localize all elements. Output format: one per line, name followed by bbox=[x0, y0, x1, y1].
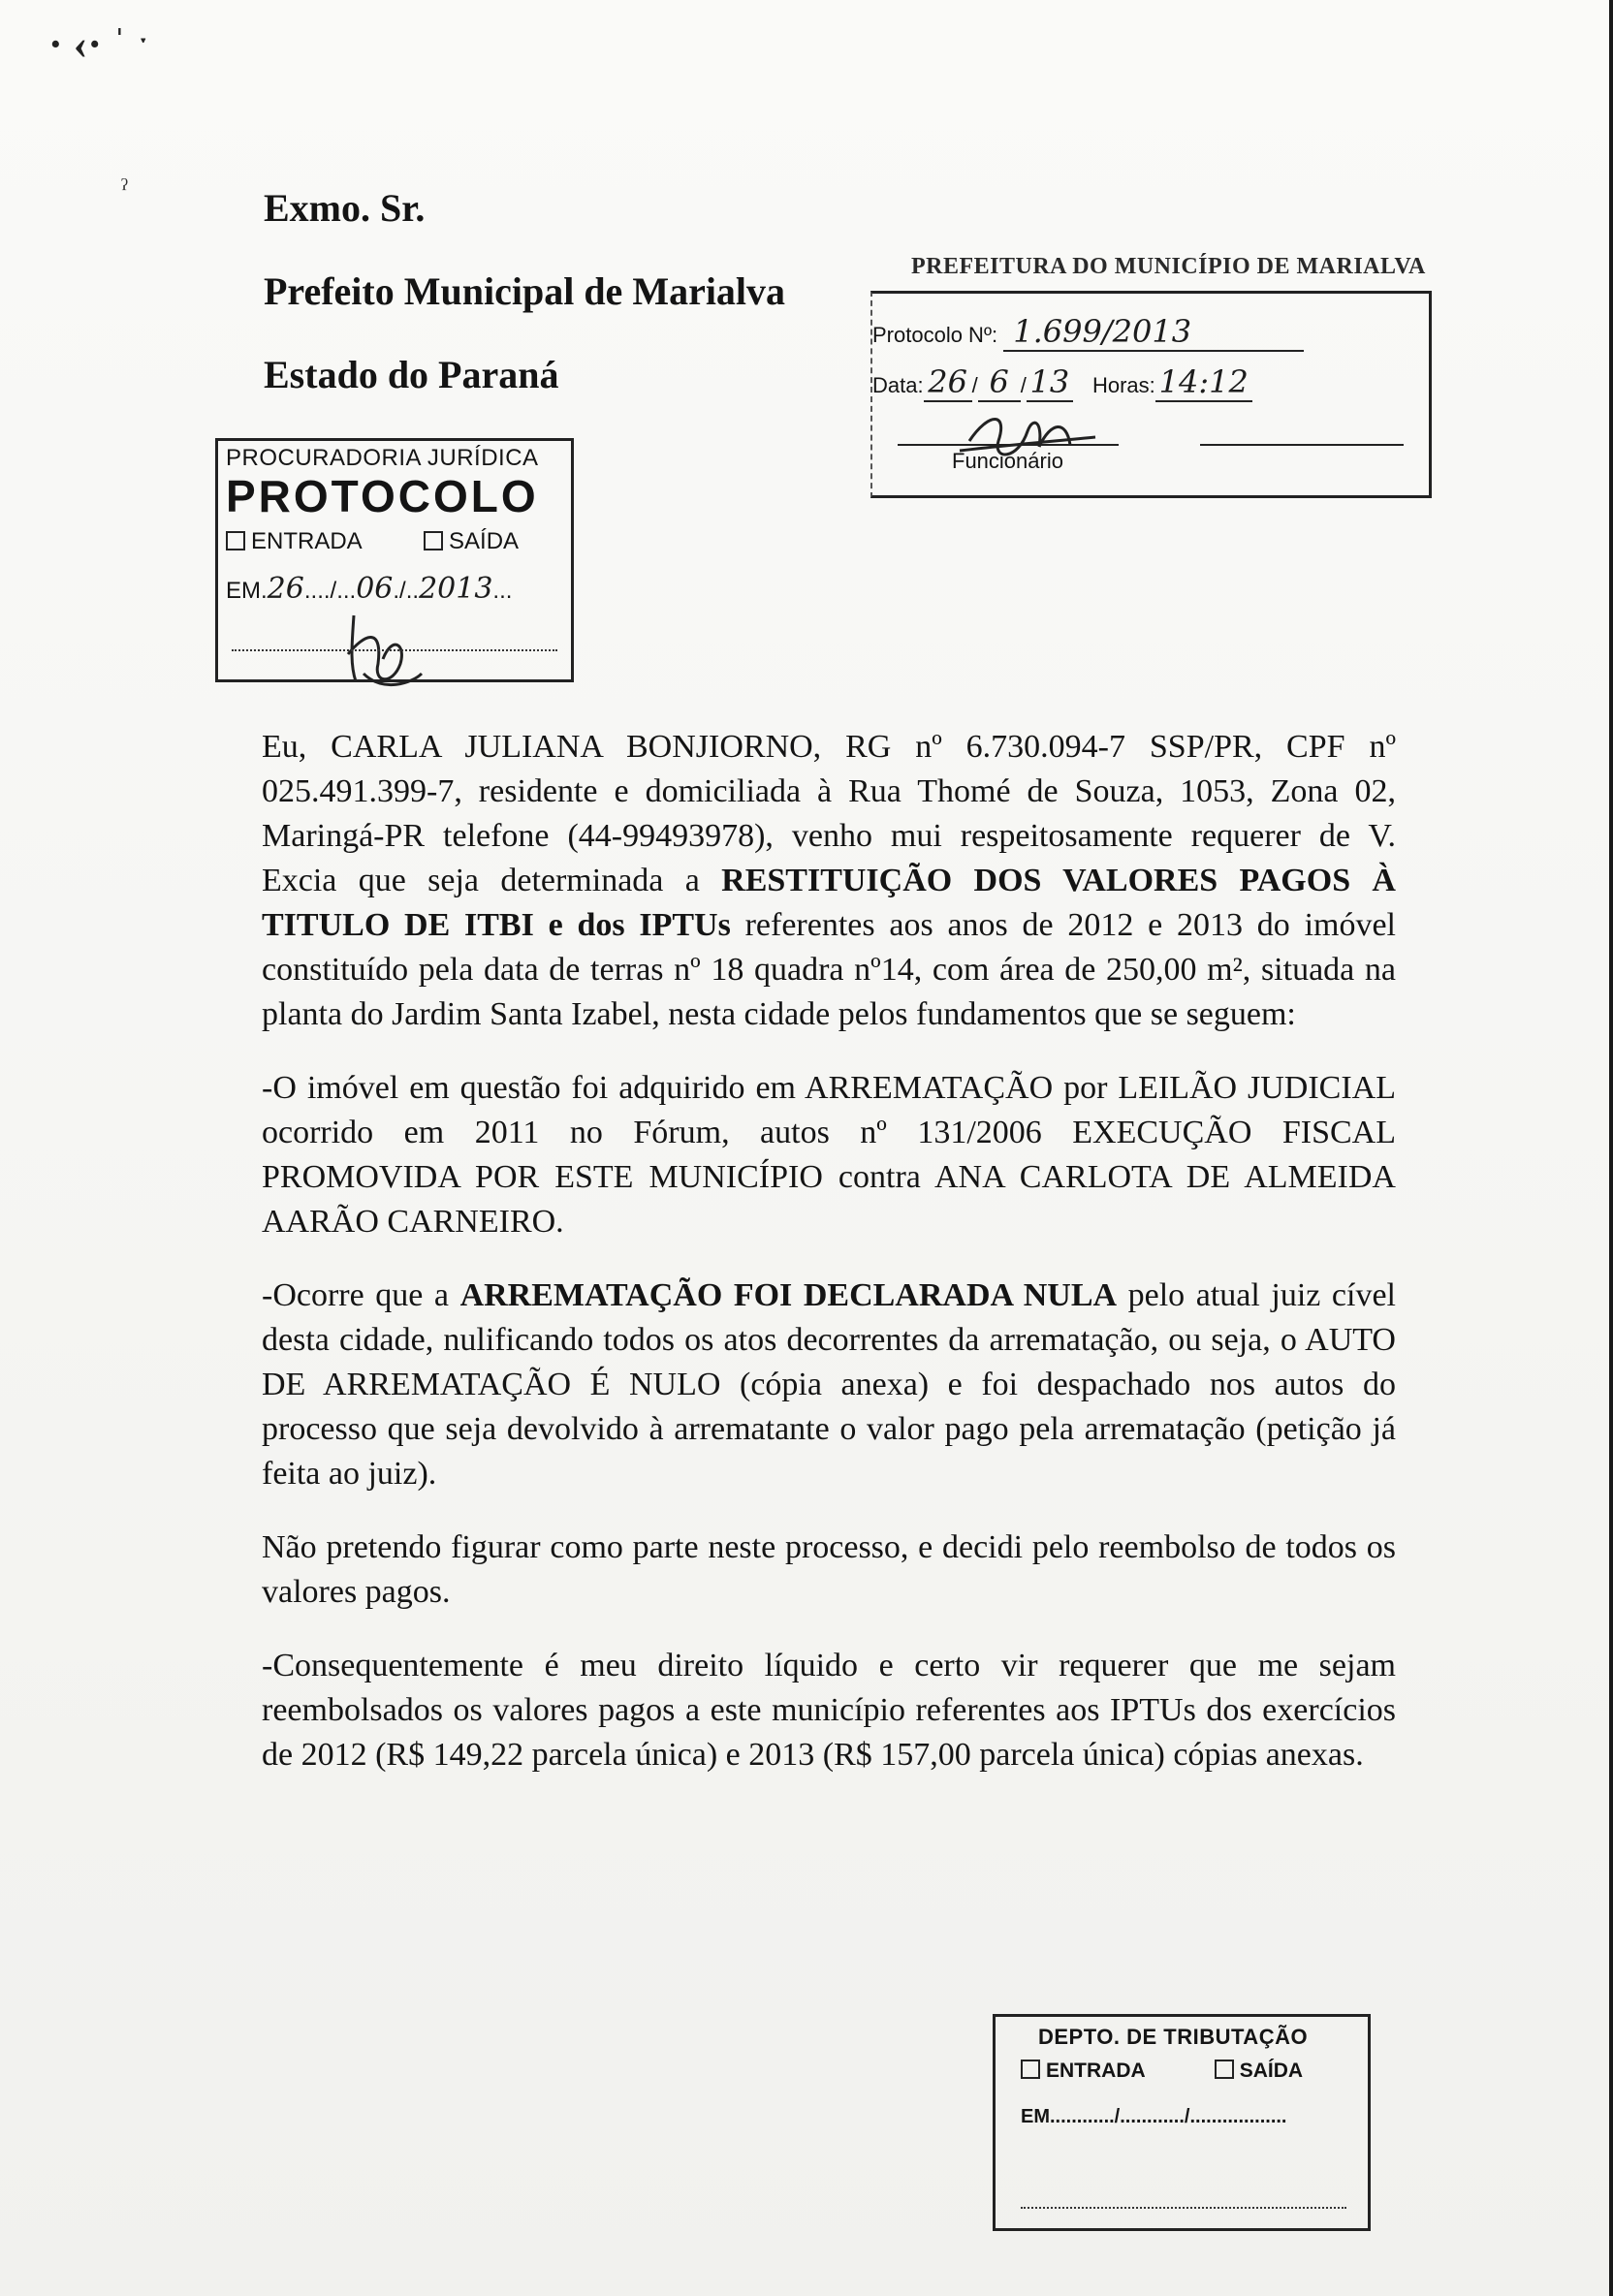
stamp-options bbox=[226, 528, 519, 555]
date-label: EM bbox=[226, 578, 261, 604]
scan-specks: · ‹· ˈ ˑ bbox=[48, 20, 149, 68]
time-label: Horas: bbox=[1091, 373, 1155, 397]
stamp-options bbox=[1021, 2060, 1303, 2083]
option-entrada: ENTRADA bbox=[251, 528, 362, 554]
date-month: 6 bbox=[978, 363, 1021, 402]
protocol-number: 1.699/2013 bbox=[1003, 313, 1304, 352]
signature-line bbox=[898, 444, 1119, 446]
paragraph-request-text: Eu, CARLA JULIANA BONJIORNO, RG nº 6.730.094-7 SSP/PR, CPF nº 025.491.399-7, residente e domiciliada à Rua Thomé de Souza, 1053, Zona 02, Maringá-PR telefone (44-99493978), venho mui respeitosamente requerer de V. Excia que seja determinada a bbox=[262, 729, 1396, 898]
paragraph-annulment bbox=[262, 1274, 1396, 1496]
signature-line bbox=[1021, 2207, 1346, 2209]
stamp-date: EM.26..../...06./..2013... bbox=[226, 572, 513, 606]
paragraph-request-text-end: referentes aos anos de 2012 e 2013 do imóvel constituído pela data de terras nº 18 quadra nº14, com área de 250,00 m², situada na planta do Jardim Santa Izabel, nesta cidade pelos fundamentos que se seguem: bbox=[262, 907, 1396, 1032]
date-label: Data: bbox=[872, 373, 924, 397]
date-day: 26 bbox=[267, 572, 304, 606]
protocol-row bbox=[872, 313, 1304, 352]
recipient: Prefeito Municipal de Marialva bbox=[264, 269, 786, 313]
checkbox-saida-icon bbox=[1215, 2060, 1234, 2079]
stamp-title: PROTOCOLO bbox=[226, 471, 539, 521]
stamp-heading: DEPTO. DE TRIBUTAÇÃO bbox=[1038, 2025, 1309, 2049]
option-saida: SAÍDA bbox=[449, 528, 520, 554]
paragraph-reimbursement: Não pretendo figurar como parte neste processo, e decidi pelo reembolso de todos os valores pagos. bbox=[262, 1529, 1396, 1610]
paragraph-annulment-text: -Ocorre que a bbox=[262, 1277, 460, 1313]
recipient-state: Estado do Paraná bbox=[264, 353, 559, 396]
paragraph-request-emphasis: RESTITUIÇÃO DOS VALORES PAGOS À TITULO DE ITBI e dos IPTUs bbox=[262, 863, 1396, 943]
stamp-heading: PROCURADORIA JURÍDICA bbox=[226, 445, 539, 471]
date-label: EM bbox=[1021, 2106, 1050, 2127]
checkbox-entrada-icon bbox=[226, 531, 245, 550]
prefeitura-stamp-heading: PREFEITURA DO MUNICÍPIO DE MARIALVA bbox=[911, 254, 1426, 279]
paragraph-annulment-text-end: pelo atual juiz cível desta cidade, nulificando todos os atos decorrentes da arrematação, ou seja, o AUTO DE ARREMATAÇÃO É NULO (cópia anexa) e foi despachado nos autos do processo que seja devolvido à arrematante o valor pago pela arrematação (petição já feita ao juiz). bbox=[262, 1277, 1396, 1492]
date-year: 2013 bbox=[419, 572, 493, 606]
date-time-row: Data: 26 / 6 / 13 Horas: 14:12 bbox=[872, 363, 1252, 402]
time-value: 14:12 bbox=[1155, 363, 1252, 402]
date-day: 26 bbox=[924, 363, 972, 402]
stamp-date bbox=[1021, 2106, 1287, 2128]
date-year: 13 bbox=[1027, 363, 1073, 402]
prefeitura-protocol-stamp bbox=[870, 291, 1432, 498]
paragraph-request bbox=[262, 725, 1396, 1037]
signer-label: Funcionário bbox=[952, 449, 1063, 473]
paragraph-acquisition: -O imóvel em questão foi adquirido em ARREMATAÇÃO por LEILÃO JUDICIAL ocorrido em 2011 no Fórum, autos nº 131/2006 EXECUÇÃO FISCAL PROMOVIDA POR ESTE MUNICÍPIO contra ANA CARLOTA DE ALMEIDA AARÃO CARNEIRO. bbox=[262, 1070, 1396, 1240]
procuradoria-protocol-stamp bbox=[215, 438, 574, 682]
salutation: Exmo. Sr. bbox=[264, 186, 426, 230]
request-body bbox=[262, 725, 1396, 1807]
checkbox-entrada-icon bbox=[1021, 2060, 1040, 2079]
paragraph-conclusion: -Consequentemente é meu direito líquido e certo vir requerer que me sejam reembolsados os valores pagos a este município referentes aos IPTUs dos exercícios de 2012 (R$ 149,22 parcela única) e 2013 (R$ 157,00 parcela única) cópias anexas. bbox=[262, 1648, 1396, 1773]
addressee-block bbox=[264, 186, 786, 396]
date-blank: ............/............/.................. bbox=[1050, 2106, 1287, 2127]
option-saida: SAÍDA bbox=[1239, 2060, 1304, 2082]
paragraph-annulment-emphasis: ARREMATAÇÃO FOI DECLARADA NULA bbox=[459, 1277, 1118, 1313]
date-month: 06 bbox=[356, 572, 394, 606]
scan-mark: ˀ bbox=[121, 174, 128, 204]
option-entrada: ENTRADA bbox=[1046, 2060, 1145, 2082]
checkbox-saida-icon bbox=[424, 531, 443, 550]
depto-tributacao-stamp bbox=[993, 2014, 1371, 2231]
protocol-label: Protocolo Nº: bbox=[872, 323, 998, 347]
signature-line-secondary bbox=[1200, 444, 1404, 446]
signature-line bbox=[232, 649, 557, 651]
